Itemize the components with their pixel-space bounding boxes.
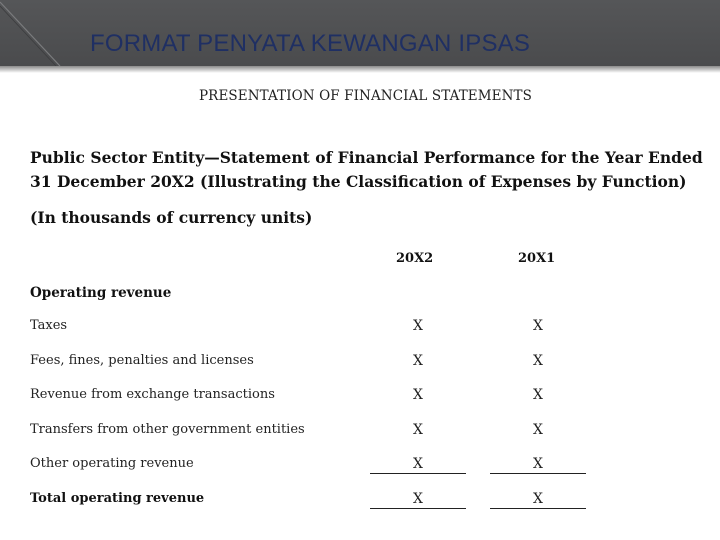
total-value-prior-year: X	[490, 491, 586, 509]
row-value-prior-year: X	[533, 387, 543, 403]
units-note: (In thousands of currency units)	[30, 208, 313, 227]
row-value-current-year: X	[413, 318, 423, 334]
column-header-prior-year: 20X1	[518, 251, 556, 266]
row-value-prior-year: X	[533, 353, 543, 369]
table-row	[30, 456, 710, 478]
total-value-current-year: X	[370, 491, 466, 509]
total-label: Total operating revenue	[30, 491, 205, 506]
banner-divider	[0, 66, 720, 73]
row-value-current-year: X	[370, 456, 466, 474]
table-row	[30, 422, 710, 444]
statement-title: Public Sector Entity—Statement of Financial Performance for the Year Ended 31 December 20X2 (Illustrating the Classification of Expenses by Function)	[30, 148, 703, 191]
row-value-current-year: X	[413, 422, 423, 438]
section-title: Operating revenue	[30, 285, 172, 301]
row-value-current-year: X	[413, 353, 423, 369]
column-header-current-year: 20X2	[396, 251, 434, 266]
table-row	[30, 318, 710, 340]
slide-title: FORMAT PENYATA KEWANGAN IPSAS	[90, 30, 531, 57]
row-label: Fees, fines, penalties and licenses	[30, 353, 254, 368]
table-row	[30, 387, 710, 409]
row-value-prior-year: X	[533, 422, 543, 438]
table-row	[30, 353, 710, 375]
slide-banner	[0, 0, 720, 66]
total-row	[30, 491, 710, 513]
row-label: Other operating revenue	[30, 456, 194, 471]
document-header: PRESENTATION OF FINANCIAL STATEMENTS	[199, 88, 532, 104]
row-value-prior-year: X	[490, 456, 586, 474]
row-label: Revenue from exchange transactions	[30, 387, 275, 402]
row-label: Transfers from other government entities	[30, 422, 305, 437]
row-label: Taxes	[30, 318, 68, 333]
row-value-current-year: X	[413, 387, 423, 403]
row-value-prior-year: X	[533, 318, 543, 334]
